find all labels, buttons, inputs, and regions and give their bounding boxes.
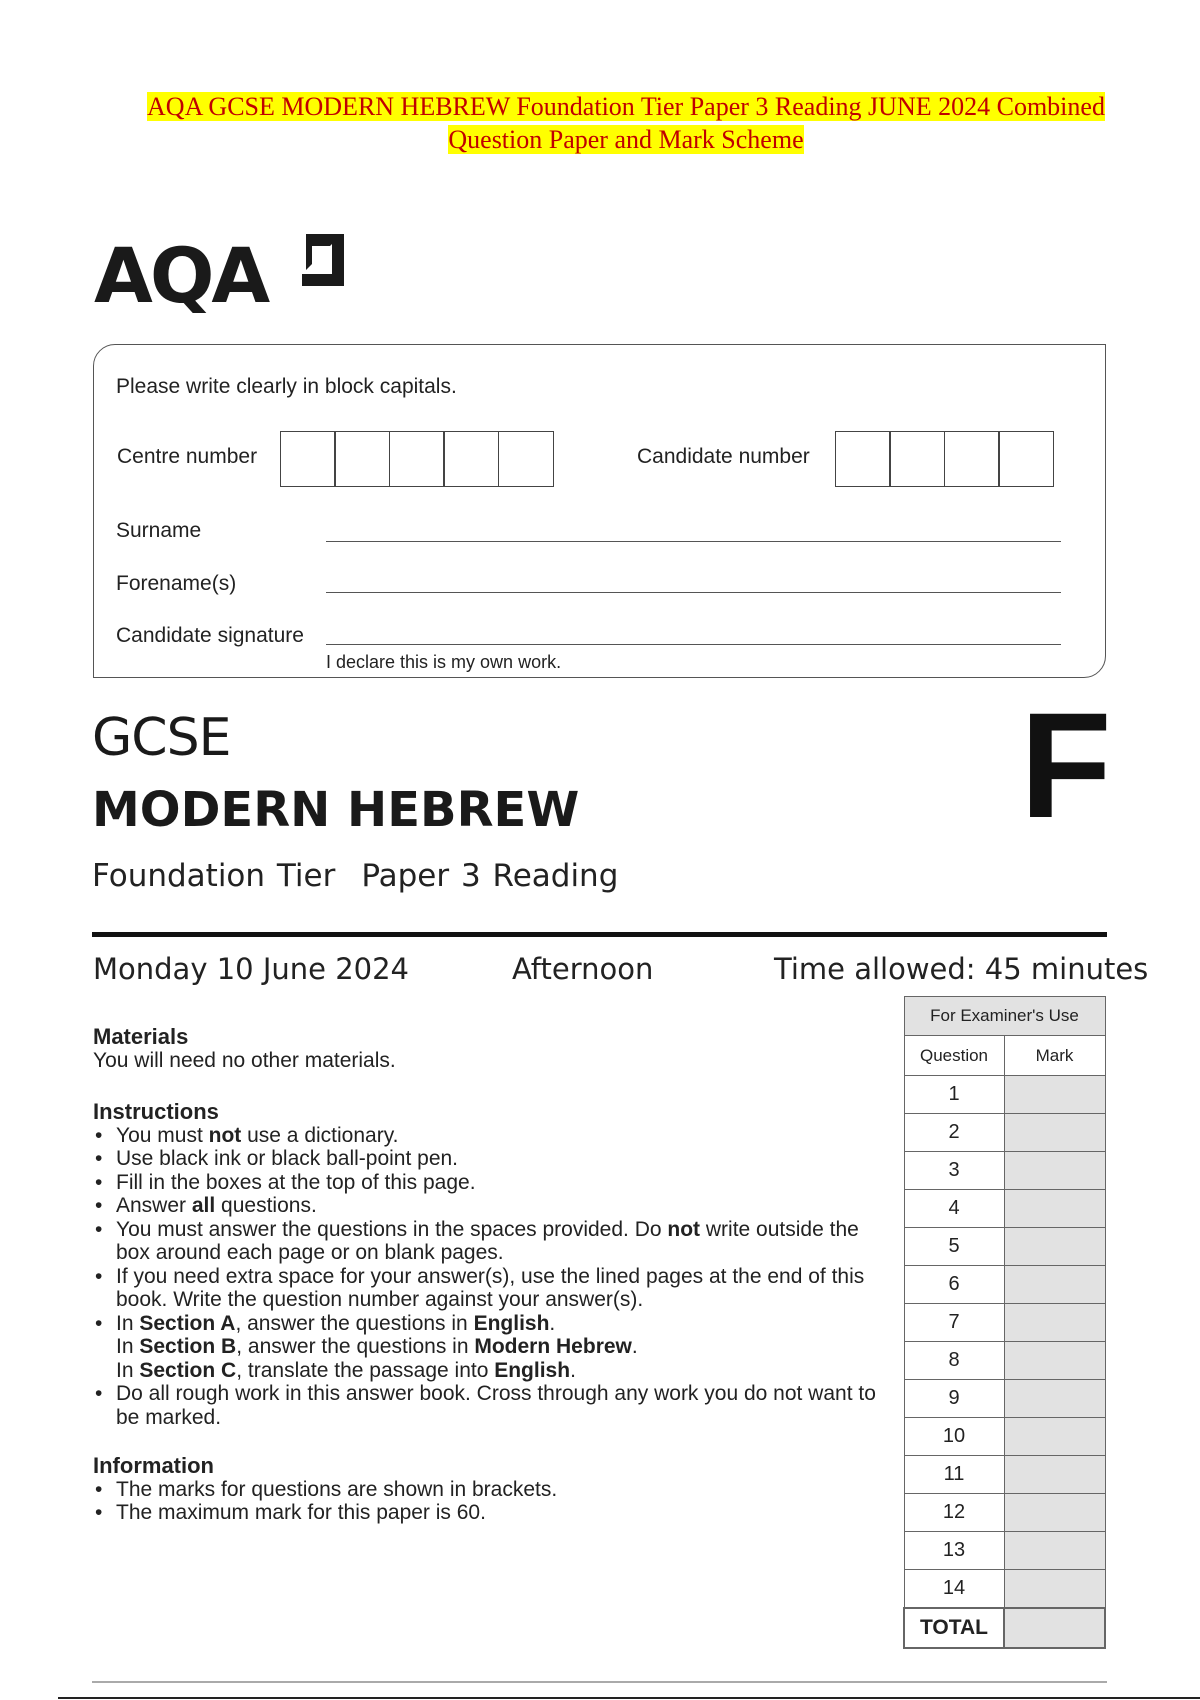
- table-row: [904, 1228, 1105, 1266]
- mark-cell: [1004, 1076, 1105, 1114]
- table-row: [904, 1304, 1105, 1342]
- footer-divider: [92, 1681, 1107, 1683]
- instructions-heading: Instructions: [93, 1099, 219, 1124]
- time-allowed: Time allowed: 45 minutes: [774, 952, 1149, 986]
- question-number: 8: [904, 1342, 1004, 1380]
- tier-letter: F: [1020, 681, 1112, 849]
- banner-line-2: Question Paper and Mark Scheme: [448, 125, 804, 154]
- question-number: 13: [904, 1532, 1004, 1570]
- list-item: • You must answer the questions in the spaces provided. Do not write outside the box around each page or on blank pages.: [93, 1218, 893, 1265]
- question-number: 7: [904, 1304, 1004, 1342]
- instructions-list: [93, 1124, 893, 1430]
- forenames-label: Forename(s): [116, 572, 237, 595]
- mark-cell: [1004, 1532, 1105, 1570]
- information-list: [93, 1478, 893, 1525]
- page-bottom-divider: [58, 1697, 1200, 1699]
- question-number: 5: [904, 1228, 1004, 1266]
- candidate-number-field[interactable]: [836, 431, 1054, 487]
- mark-cell: [1004, 1418, 1105, 1456]
- exam-session: Afternoon: [512, 952, 654, 986]
- centre-digit-box[interactable]: [443, 431, 499, 487]
- component-label: Reading: [492, 858, 619, 894]
- mark-cell: [1004, 1456, 1105, 1494]
- block-capitals-instruction: Please write clearly in block capitals.: [116, 375, 457, 398]
- mark-cell: [1004, 1494, 1105, 1532]
- total-label: TOTAL: [904, 1608, 1004, 1648]
- instructions-section: [93, 1100, 893, 1429]
- paper-subtitle: [92, 858, 618, 894]
- candidate-number-label: Candidate number: [637, 445, 810, 468]
- question-number: 4: [904, 1190, 1004, 1228]
- materials-text: You will need no other materials.: [93, 1048, 396, 1072]
- table-row: [904, 1114, 1105, 1152]
- information-heading: Information: [93, 1453, 214, 1478]
- table-row: [904, 1266, 1105, 1304]
- mark-cell: [1004, 1342, 1105, 1380]
- examiner-use-table: [903, 996, 1106, 1649]
- table-row: [904, 1532, 1105, 1570]
- declaration-text: I declare this is my own work.: [326, 652, 562, 672]
- table-row: [904, 1190, 1105, 1228]
- materials-section: [93, 1025, 893, 1072]
- candidate-digit-box[interactable]: [835, 431, 891, 487]
- list-item: • The maximum mark for this paper is 60.: [93, 1501, 893, 1525]
- question-number: 12: [904, 1494, 1004, 1532]
- information-section: [93, 1454, 893, 1525]
- paper-label: Paper 3: [361, 858, 481, 894]
- centre-digit-box[interactable]: [498, 431, 554, 487]
- centre-digit-box[interactable]: [280, 431, 336, 487]
- table-row: [904, 1076, 1105, 1114]
- mark-column-header: Mark: [1004, 1036, 1105, 1076]
- list-item: • If you need extra space for your answer(s), use the lined pages at the end of this book. Write the question number against your answer(s).: [93, 1265, 893, 1312]
- table-row: [904, 1570, 1105, 1609]
- centre-number-label: Centre number: [117, 445, 258, 468]
- mark-cell: [1004, 1228, 1105, 1266]
- list-item: • Use black ink or black ball-point pen.: [93, 1147, 893, 1171]
- mark-cell: [1004, 1152, 1105, 1190]
- table-row: [904, 1152, 1105, 1190]
- aqa-logo: [94, 228, 356, 320]
- list-item: • Do all rough work in this answer book. Cross through any work you do not want to be marked.: [93, 1382, 893, 1429]
- table-row: [904, 1418, 1105, 1456]
- mark-cell: [1004, 1266, 1105, 1304]
- aqa-tick-icon: [296, 230, 348, 288]
- question-number: 10: [904, 1418, 1004, 1456]
- aqa-logo-text: AQA: [94, 231, 268, 320]
- question-number: 11: [904, 1456, 1004, 1494]
- question-number: 3: [904, 1152, 1004, 1190]
- signature-field[interactable]: [326, 644, 1061, 645]
- tier-label: Foundation Tier: [92, 858, 336, 894]
- forenames-field[interactable]: [326, 592, 1061, 593]
- surname-label: Surname: [116, 519, 202, 542]
- question-number: 2: [904, 1114, 1004, 1152]
- candidate-details-box: [93, 344, 1106, 678]
- total-mark-cell: [1004, 1608, 1105, 1648]
- question-number: 14: [904, 1570, 1004, 1609]
- qualification-title: GCSE: [92, 708, 231, 768]
- header-divider: [92, 932, 1107, 937]
- mark-cell: [1004, 1380, 1105, 1418]
- surname-field[interactable]: [326, 541, 1061, 542]
- table-row: [904, 1342, 1105, 1380]
- subject-title: MODERN HEBREW: [92, 782, 580, 838]
- list-item: • Answer all questions.: [93, 1194, 893, 1218]
- banner-line-1: AQA GCSE MODERN HEBREW Foundation Tier Paper 3 Reading JUNE 2024 Combined: [147, 92, 1105, 121]
- question-number: 9: [904, 1380, 1004, 1418]
- candidate-digit-box[interactable]: [889, 431, 945, 487]
- centre-number-field[interactable]: [281, 431, 554, 487]
- table-row: [904, 1380, 1105, 1418]
- examiner-table-title: For Examiner's Use: [904, 997, 1105, 1036]
- question-column-header: Question: [904, 1036, 1004, 1076]
- list-item: • In Section A, answer the questions in English. In Section B, answer the questions in Modern Hebrew. In Section C, translate the passage into English.: [93, 1312, 893, 1383]
- list-item: • Fill in the boxes at the top of this page.: [93, 1171, 893, 1195]
- mark-cell: [1004, 1190, 1105, 1228]
- candidate-digit-box[interactable]: [944, 431, 1000, 487]
- table-row: [904, 1456, 1105, 1494]
- centre-digit-box[interactable]: [389, 431, 445, 487]
- exam-date: Monday 10 June 2024: [93, 952, 409, 986]
- mark-cell: [1004, 1114, 1105, 1152]
- centre-digit-box[interactable]: [334, 431, 390, 487]
- table-row: [904, 1494, 1105, 1532]
- signature-label: Candidate signature: [116, 624, 304, 647]
- question-number: 6: [904, 1266, 1004, 1304]
- document-title-banner: [96, 90, 1156, 156]
- question-number: 1: [904, 1076, 1004, 1114]
- candidate-digit-box[interactable]: [998, 431, 1054, 487]
- list-item: • The marks for questions are shown in brackets.: [93, 1478, 893, 1502]
- materials-heading: Materials: [93, 1024, 189, 1049]
- list-item: • You must not use a dictionary.: [93, 1124, 893, 1148]
- mark-cell: [1004, 1570, 1105, 1609]
- mark-cell: [1004, 1304, 1105, 1342]
